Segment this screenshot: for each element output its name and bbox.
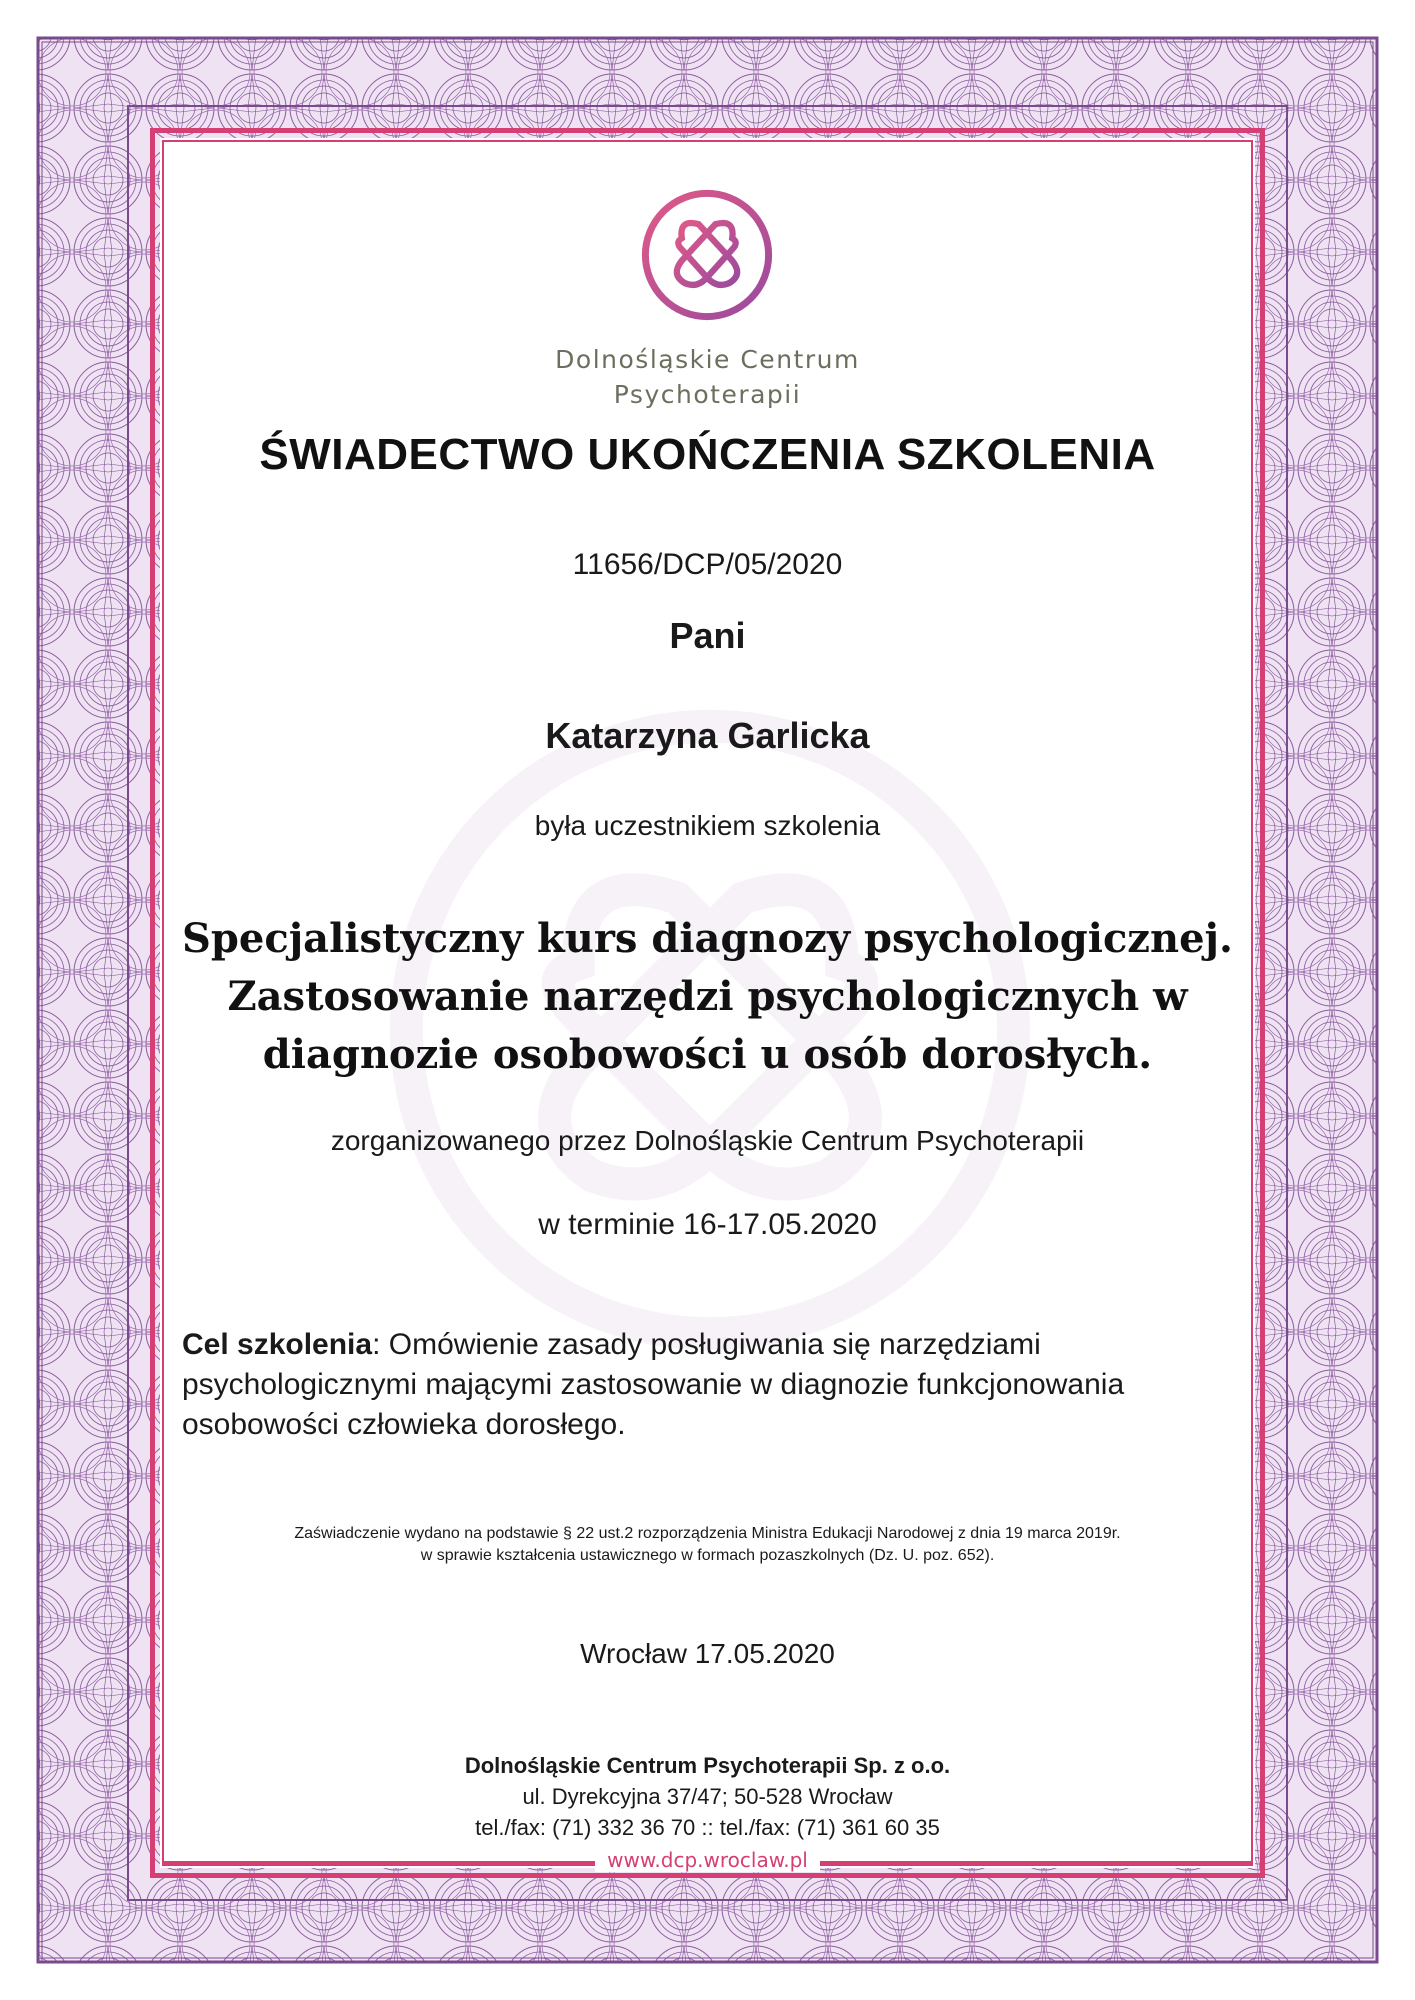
goal-text: : Omówienie zasady posługiwania się narzędziami psychologicznymi mającymi zastosowanie w diagnozie funkcjonowania osobowości człowieka dorosłego.	[182, 1328, 1125, 1441]
org-name-line1: Dolnośląskie Centrum	[555, 345, 860, 374]
legal-basis-line1: Zaświadczenie wydano na podstawie § 22 ust.2 rozporządzenia Ministra Edukacji Narodowej z dnia 19 marca 2019r.	[294, 1525, 1121, 1542]
certificate-title: ŚWIADECTWO UKOŃCZENIA SZKOLENIA	[259, 430, 1156, 479]
footer-phones: tel./fax: (71) 332 36 70 :: tel./fax: (71) 361 60 35	[475, 1815, 940, 1840]
org-name-line2: Psychoterapii	[613, 380, 802, 409]
knot-logo-icon	[637, 185, 777, 325]
goal-label: Cel szkolenia	[182, 1328, 373, 1361]
training-goal	[182, 1325, 1242, 1445]
legal-basis	[162, 1523, 1253, 1567]
website-text-wrap	[162, 1848, 1253, 1872]
footer-company: Dolnośląskie Centrum Psychoterapii Sp. z o.o.	[464, 1753, 951, 1778]
website-link[interactable]: www.dcp.wroclaw.pl	[595, 1848, 820, 1872]
footer-address: ul. Dyrekcyjna 37/47; 50-528 Wrocław	[522, 1784, 893, 1809]
organizer-text: zorganizowanego przez Dolnośląskie Centrum Psychoterapii	[330, 1125, 1085, 1156]
recipient-name: Katarzyna Garlicka	[545, 715, 870, 756]
course-title	[162, 910, 1253, 1084]
course-title-line: Specjalistyczny kurs diagnozy psychologicznej.	[182, 915, 1233, 962]
course-title-line: diagnozie osobowości u osób dorosłych.	[262, 1031, 1153, 1078]
salutation: Pani	[669, 615, 746, 656]
certificate-number: 11656/DCP/05/2020	[572, 548, 843, 581]
legal-basis-line2: w sprawie kształcenia ustawicznego w formach pozaszkolnych (Dz. U. poz. 652).	[420, 1547, 995, 1564]
footer-contact	[162, 1750, 1253, 1843]
certificate-content	[162, 140, 1253, 1872]
course-title-line: Zastosowanie narzędzi psychologicznych w	[227, 973, 1188, 1020]
place-and-date: Wrocław 17.05.2020	[580, 1638, 835, 1669]
website-row	[162, 1848, 1253, 1878]
course-dates: w terminie 16-17.05.2020	[538, 1208, 877, 1241]
participation-text: była uczestnikiem szkolenia	[534, 810, 881, 841]
